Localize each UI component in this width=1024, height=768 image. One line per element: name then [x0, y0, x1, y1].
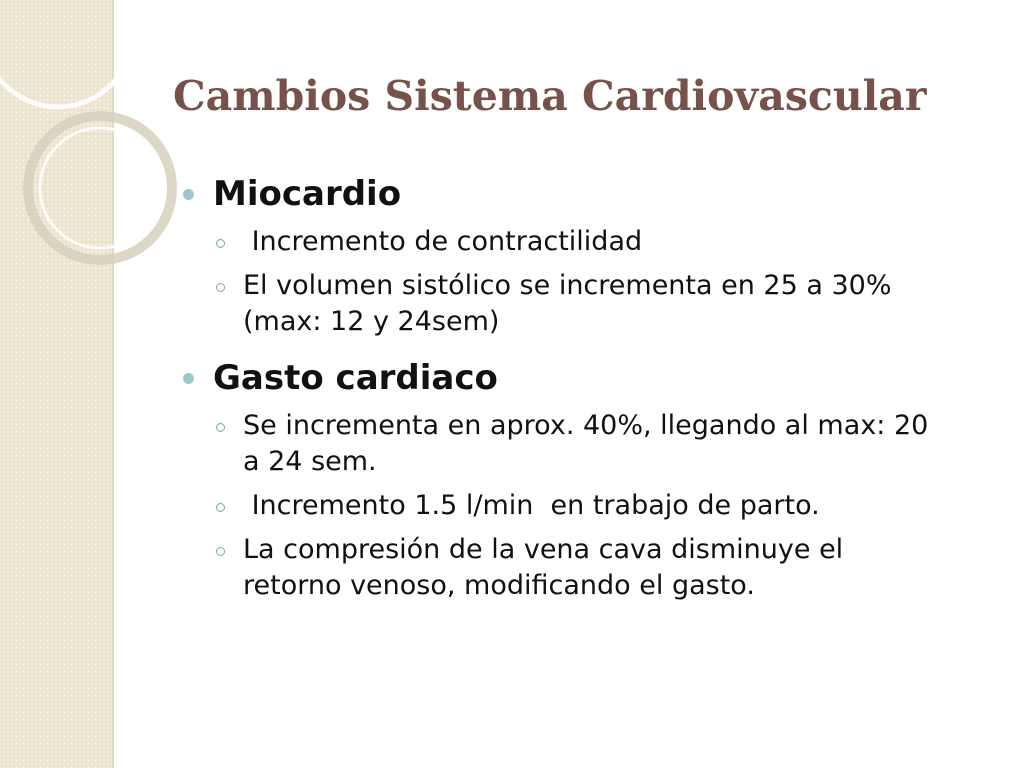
list-item-text: Se incrementa en aprox. 40%, llegando al max: 20 a 24 sem.	[243, 410, 929, 477]
list-item	[183, 532, 1003, 604]
bullet-ring-icon	[216, 423, 225, 432]
slide-content	[183, 166, 1003, 612]
list-item-text: Incremento de contractilidad	[243, 226, 643, 257]
section-heading-gasto-cardiaco	[183, 354, 1003, 402]
bullet-ring-icon	[216, 283, 225, 292]
section-heading-label: Gasto cardiaco	[213, 358, 498, 398]
bullet-dot-icon	[183, 373, 194, 384]
bullet-ring-icon	[216, 547, 225, 556]
list-item-text: La compresión de la vena cava disminuye el retorno venoso, modificando el gasto.	[243, 534, 844, 601]
decorative-side-band	[0, 0, 114, 768]
slide-title: Cambios Sistema Cardiovascular	[173, 72, 927, 120]
list-item-text: Incremento 1.5 l/min en trabajo de parto.	[243, 490, 820, 521]
list-item	[183, 488, 1003, 524]
bullet-ring-icon	[216, 239, 225, 248]
list-item-text: El volumen sistólico se incrementa en 25 a 30% (max: 12 y 24sem)	[243, 270, 892, 337]
list-item	[183, 268, 1003, 340]
bullet-ring-icon	[216, 503, 225, 512]
list-item	[183, 224, 1003, 260]
list-item	[183, 408, 1003, 480]
bullet-dot-icon	[183, 189, 194, 200]
section-heading-miocardio	[183, 170, 1003, 218]
section-heading-label: Miocardio	[213, 174, 402, 214]
